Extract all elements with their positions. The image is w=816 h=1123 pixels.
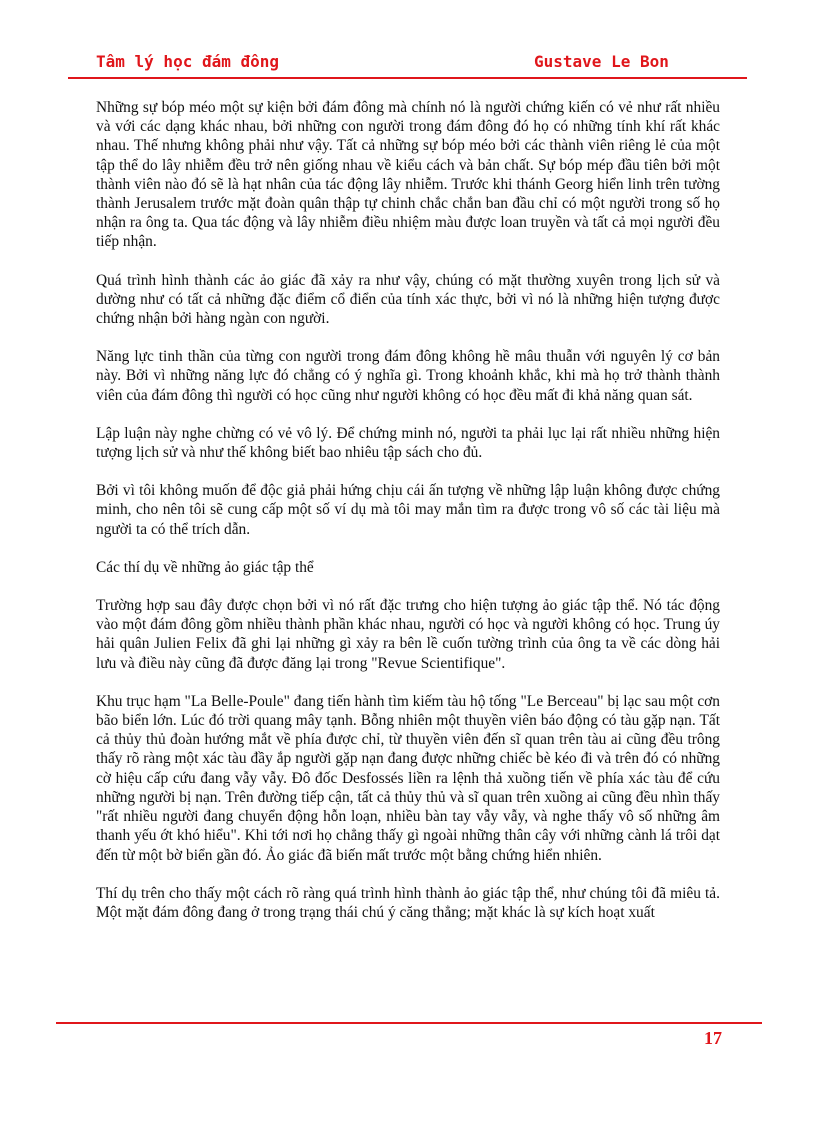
paragraph: Khu trục hạm "La Belle-Poule" đang tiến hành tìm kiếm tàu hộ tống "Le Berceau" bị lạc sau một cơn bão biển lớn. Lúc đó trời quang mây tạnh. Bỗng nhiên một thuyền viên báo động có tàu gặp nạn. Tất cả thủy thủ đoàn hướng mắt về phía được chỉ, từ thuyền viên đến sĩ quan trên tàu ai cũng đều trông thấy rõ ràng một xác tàu đầy ắp người gặp nạn đang được những chiếc bè kéo đi và trên đó có những cờ hiệu cấp cứu đang vẫy vẫy. Đô đốc Desfossés liền ra lệnh thả xuồng tiến về phía xác tàu để cứu những người bị nạn. Trên đường tiếp cận, tất cả thủy thủ và sĩ quan trên xuồng ai cũng đều nhìn thấy "rất nhiều người đang chuyển động hỗn loạn, nhiều bàn tay vẫy vẫy, và nghe thấy vô số những âm thanh yếu ớt khó hiểu". Khi tới nơi họ chẳng thấy gì ngoài những thân cây với những cành lá trôi dạt đến từ một bờ biển gần đó. Ảo giác đã biến mất trước một bằng chứng hiển nhiên. [96, 692, 720, 864]
book-title: Tâm lý học đám đông [96, 52, 280, 71]
section-heading: Các thí dụ về những ảo giác tập thể [96, 558, 314, 576]
paragraph: Những sự bóp méo một sự kiện bởi đám đông mà chính nó là người chứng kiến có vẻ như rất nhiều và với các dạng khác nhau, bởi những con người trong đám đông đó họ có những tính khí rất khác nhau. Thế nhưng không phải như vậy. Tất cả những sự bóp méo bởi các thành viên riêng lẻ của một tập thể do lây nhiễm đều trở nên giống nhau về kiểu cách và bản chất. Sự bóp mép đầu tiên bởi một thành viên nào đó sẽ là hạt nhân của tác động lây nhiễm. Trước khi thánh Georg hiển linh trên tường thành Jerusalem trước mặt đoàn quân thập tự chinh chắc chắn ban đầu chỉ có một người trong số họ nhận ra ông ta. Qua tác động và lây nhiễm điều nhiệm màu được loan truyền và tất cả mọi người đều tiếp nhận. [96, 99, 720, 251]
paragraph: Quá trình hình thành các ảo giác đã xảy ra như vậy, chúng có mặt thường xuyên trong lịch sử và dường như có tất cả những đặc điểm cổ điển của tính xác thực, bởi vì nó là những hiện tượng được chứng nhận bởi hàng ngàn con người. [96, 271, 720, 328]
paragraph: Trường hợp sau đây được chọn bởi vì nó rất đặc trưng cho hiện tượng ảo giác tập thể. Nó tác động vào một đám đông gồm nhiều thành phần khác nhau, người có học và người không có học. Trung úy hải quân Julien Felix đã ghi lại những gì xảy ra bên lề cuốn tường trình của ông ta về các dòng hải lưu và điều này cũng đã được đăng lại trong "Revue Scientifique". [96, 597, 720, 672]
paragraph: Lập luận này nghe chừng có vẻ vô lý. Để chứng minh nó, người ta phải lục lại rất nhiều những hiện tượng lịch sử và như thế không biết bao nhiêu tập sách cho đủ. [96, 424, 720, 462]
paragraph: Thí dụ trên cho thấy một cách rõ ràng quá trình hình thành ảo giác tập thể, như chúng tôi đã miêu tả. Một mặt đám đông đang ở trong trạng thái chú ý căng thẳng; mặt khác là sự kích hoạt xuất [96, 884, 720, 921]
paragraph: Bởi vì tôi không muốn để độc giả phải hứng chịu cái ấn tượng về những lập luận không được chứng minh, cho nên tôi sẽ cung cấp một số ví dụ mà tôi may mắn tìm ra được trong vô số các tài liệu mà người ta có thể trích dẫn. [96, 482, 720, 538]
author-name: Gustave Le Bon [534, 52, 669, 71]
paragraph: Năng lực tinh thần của từng con người trong đám đông không hề mâu thuẫn với nguyên lý cơ bản này. Bởi vì những năng lực đó chẳng có ý nghĩa gì. Trong khoảnh khắc, khi mà họ trở thành thành viên của đám đông thì người có học cũng như người không có học đều mất đi khả năng quan sát. [96, 348, 720, 404]
header-divider [68, 77, 747, 79]
page-number: 17 [704, 1028, 722, 1048]
running-header [96, 52, 696, 74]
body-text [96, 98, 720, 941]
footer-divider [56, 1022, 762, 1024]
